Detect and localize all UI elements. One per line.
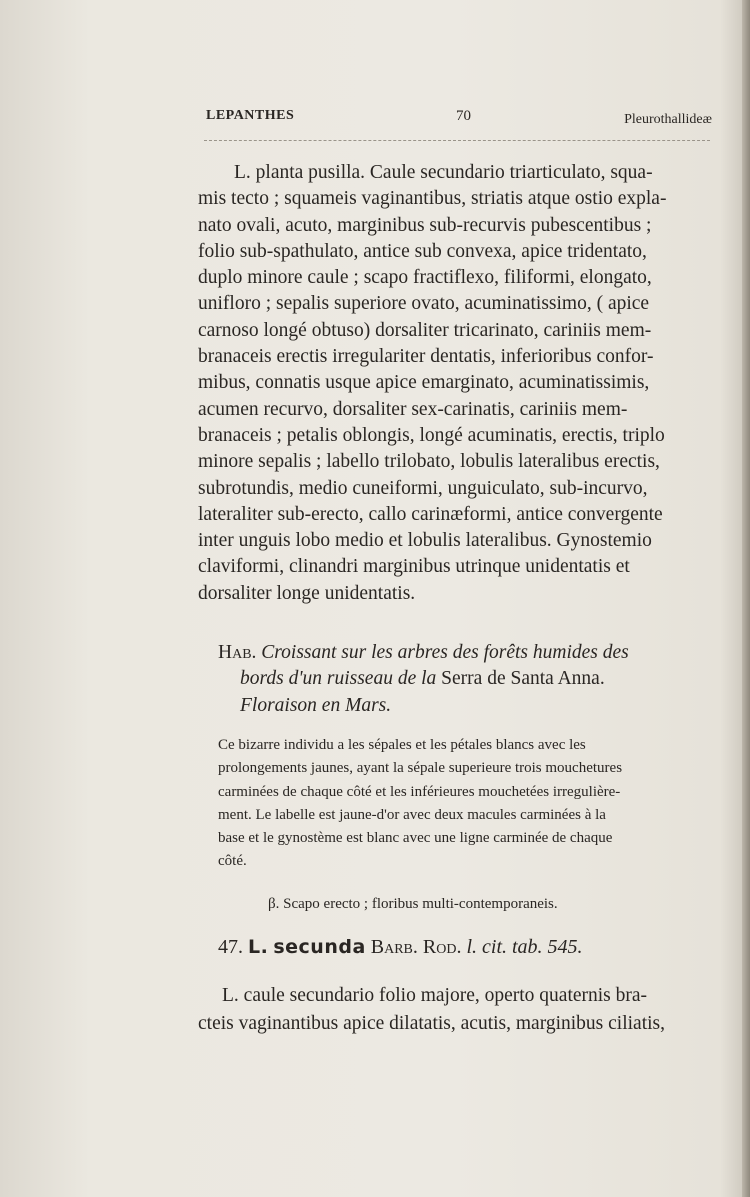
description-line: lateraliter sub-erecto, callo carinæformi, antice convergente	[198, 503, 663, 525]
description-paragraph	[198, 160, 706, 607]
description-line: subrotundis, medio cuneiformi, unguiculato, sub-incurvo,	[198, 477, 648, 499]
species-epithet: secunda	[273, 936, 366, 958]
species-reference: l. cit. tab. 545.	[466, 936, 583, 958]
habitat-text-italic: bords d'un ruisseau de la	[240, 668, 437, 690]
habitat-locality: Serra de Santa Anna.	[441, 668, 605, 690]
variety-note: β. Scapo erecto ; floribus multi-contemporaneis.	[268, 896, 558, 912]
description-line: minore sepalis ; labello trilobato, lobulis lateralibus erectis,	[198, 451, 660, 473]
header-rule	[204, 140, 710, 141]
note-line: base et le gynostème est blanc avec une ligne carminée de chaque	[218, 830, 613, 847]
color-note	[218, 734, 704, 874]
species-desc-line: cteis vaginantibus apice dilatatis, acutis, marginibus ciliatis,	[198, 1013, 665, 1034]
header-family: Pleurothallideæ	[624, 112, 712, 127]
flowering-time: Floraison en Mars.	[240, 694, 392, 716]
description-line: inter unguis lobo medio et lobulis lateralibus. Gynostemio	[198, 530, 652, 552]
habitat-line-2	[218, 666, 706, 692]
description-line: nato ovali, acuto, marginibus sub-recurvis pubescentibus ;	[198, 214, 652, 236]
species-authority: Barb. Rod.	[370, 936, 462, 958]
habitat-text: Croissant sur les arbres des forêts humides des	[261, 642, 629, 663]
description-line: branaceis erectis irregulariter dentatis, inferioribus confor-	[198, 346, 654, 368]
species-description	[198, 982, 706, 1038]
description-line: L. planta pusilla. Caule secundario triarticulato, squa-	[234, 162, 653, 183]
description-line: mibus, connatis usque apice emarginato, acuminatissimis,	[198, 372, 650, 394]
species-genus: L.	[248, 936, 269, 958]
description-line: branaceis ; petalis oblongis, longé acuminatis, erectis, triplo	[198, 424, 665, 446]
description-line: duplo minore caule ; scapo fractiflexo, filiformi, elongato,	[198, 267, 652, 289]
habitat-label: Hab.	[218, 642, 257, 663]
species-heading	[218, 936, 710, 959]
note-line: carminées de chaque côté et les inférieures mouchetées irregulière-	[218, 783, 621, 800]
description-line: mis tecto ; squameis vaginantibus, striatis atque ostio expla-	[198, 188, 667, 210]
note-line: côté.	[218, 853, 247, 870]
running-header	[206, 108, 712, 132]
species-number: 47.	[218, 936, 243, 958]
page-edge	[742, 0, 750, 1197]
description-line: claviformi, clinandri marginibus utrinque unidentatis et	[198, 556, 630, 578]
page-number: 70	[456, 108, 471, 124]
note-line: Ce bizarre individu a les sépales et les pétales blancs avec les	[218, 737, 586, 753]
note-line: ment. Le labelle est jaune-d'or avec deux macules carminées à la	[218, 806, 606, 823]
description-line: carnoso longé obtuso) dorsaliter tricarinato, cariniis mem-	[198, 319, 652, 341]
description-line: dorsaliter longe unidentatis.	[198, 582, 416, 604]
description-line: unifloro ; sepalis superiore ovato, acuminatissimo, ( apice	[198, 293, 650, 315]
note-line: prolongements jaunes, ayant la sépale superieure trois mouchetures	[218, 760, 623, 777]
habitat-line-1	[218, 640, 706, 666]
header-genus: LEPANTHES	[206, 108, 295, 123]
description-line: folio sub-spathulato, antice sub convexa, apice tridentato,	[198, 240, 647, 262]
species-desc-line: L. caule secundario folio majore, operto quaternis bra-	[222, 985, 648, 1006]
habitat-paragraph	[218, 640, 706, 719]
description-line: acumen recurvo, dorsaliter sex-carinatis, cariniis mem-	[198, 398, 628, 420]
